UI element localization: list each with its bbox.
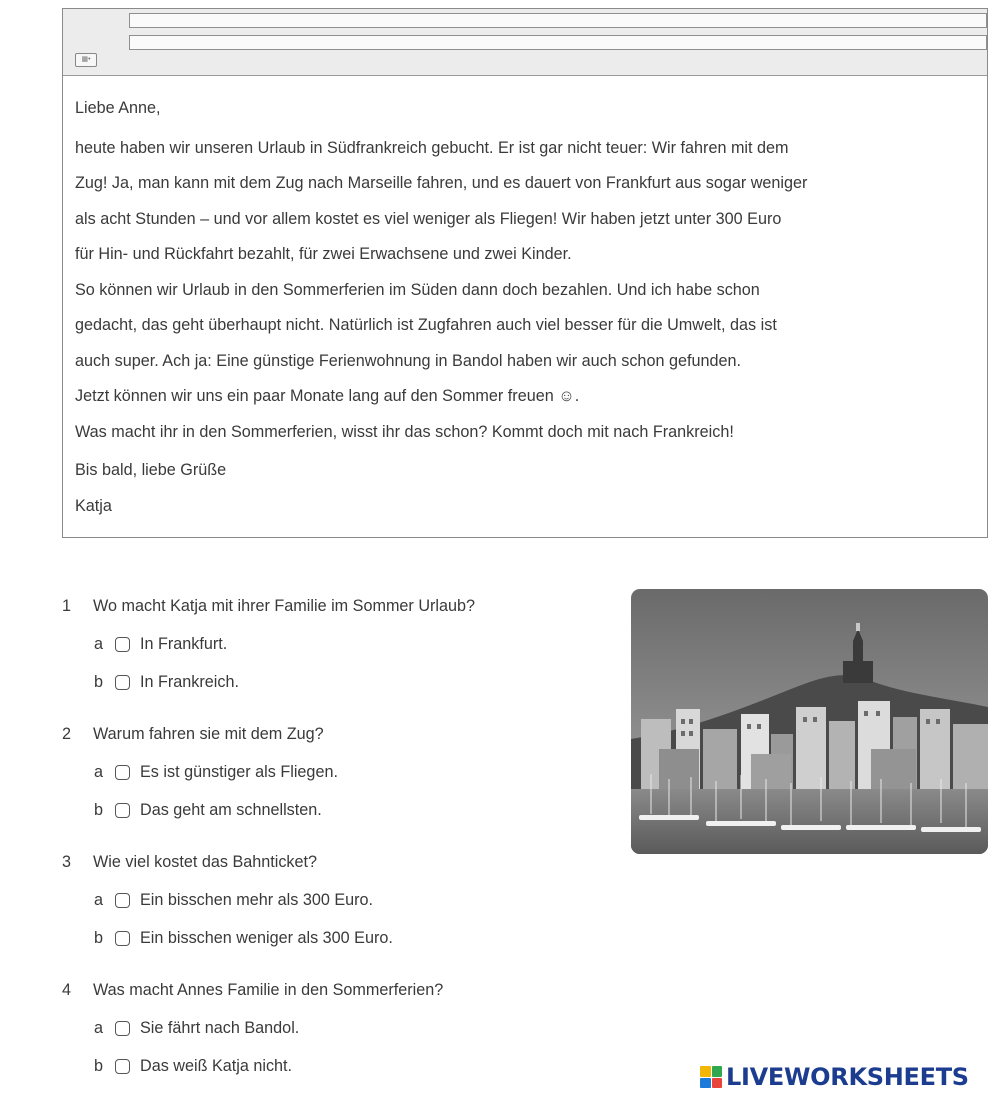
option-letter: b xyxy=(94,672,104,691)
option-4b xyxy=(62,1047,622,1085)
checkbox-2b[interactable] xyxy=(115,803,130,818)
option-letter: a xyxy=(94,762,104,781)
option-letter: b xyxy=(94,928,104,947)
liveworksheets-brand xyxy=(700,1062,969,1092)
question-number: 3 xyxy=(62,852,72,871)
question-text: Wo macht Katja mit ihrer Familie im Sommer Urlaub? xyxy=(93,596,476,615)
question-number: 2 xyxy=(62,724,72,743)
option-text: Das weiß Katja nicht. xyxy=(140,1056,293,1075)
option-letter: a xyxy=(94,1018,104,1037)
checkbox-1a[interactable] xyxy=(115,637,130,652)
marseille-photo xyxy=(631,589,988,854)
option-text: Das geht am schnellsten. xyxy=(140,800,322,819)
email-greeting: Liebe Anne, xyxy=(75,99,161,117)
question-row xyxy=(62,715,622,753)
brand-name: LIVEWORKSHEETS xyxy=(726,1063,969,1091)
option-3b xyxy=(62,919,622,957)
option-letter: b xyxy=(94,1056,104,1075)
option-text: Ein bisschen weniger als 300 Euro. xyxy=(140,928,393,947)
question-row xyxy=(62,971,622,1009)
subject-field xyxy=(129,35,987,50)
option-text: Ein bisschen mehr als 300 Euro. xyxy=(140,890,374,909)
city-illustration xyxy=(631,589,988,854)
checkbox-4b[interactable] xyxy=(115,1059,130,1074)
email-window xyxy=(62,8,988,538)
option-3a xyxy=(62,881,622,919)
question-text: Warum fahren sie mit dem Zug? xyxy=(93,724,324,743)
option-2a xyxy=(62,753,622,791)
option-4a xyxy=(62,1009,622,1047)
question-1 xyxy=(62,587,622,701)
option-text: Sie fährt nach Bandol. xyxy=(140,1018,300,1037)
attachment-icon: ▦• xyxy=(75,53,97,67)
recipient-field xyxy=(129,13,987,28)
email-line: Zug! Ja, man kann mit dem Zug nach Marseille fahren, und es dauert von Frankfurt aus sogar weniger xyxy=(75,174,808,192)
email-line: für Hin- und Rückfahrt bezahlt, für zwei Erwachsene und zwei Kinder. xyxy=(75,245,572,263)
option-text: In Frankfurt. xyxy=(140,634,228,653)
email-line: heute haben wir unseren Urlaub in Südfrankreich gebucht. Er ist gar nicht teuer: Wir fahren mit dem xyxy=(75,138,789,157)
option-letter: a xyxy=(94,890,104,909)
option-text: Es ist günstiger als Fliegen. xyxy=(140,762,338,781)
email-line: Jetzt können wir uns ein paar Monate lang auf den Sommer freuen ☺. xyxy=(75,387,580,405)
email-body xyxy=(75,91,980,524)
email-line: gedacht, das geht überhaupt nicht. Natürlich ist Zugfahren auch viel besser für die Umwelt, das ist xyxy=(75,316,777,334)
email-line: Was macht ihr in den Sommerferien, wisst ihr das schon? Kommt doch mit nach Frankreich! xyxy=(75,422,734,441)
email-line: So können wir Urlaub in den Sommerferien im Süden dann doch bezahlen. Und ich habe schon xyxy=(75,280,760,299)
checkbox-3b[interactable] xyxy=(115,931,130,946)
email-signature: Katja xyxy=(75,496,112,515)
email-line: auch super. Ach ja: Eine günstige Ferienwohnung in Bandol haben wir auch schon gefunden. xyxy=(75,351,741,370)
harbor-water xyxy=(631,789,988,854)
option-text: In Frankreich. xyxy=(140,672,239,691)
question-number: 4 xyxy=(62,980,72,999)
checkbox-4a[interactable] xyxy=(115,1021,130,1036)
option-1a xyxy=(62,625,622,663)
checkbox-1b[interactable] xyxy=(115,675,130,690)
buildings xyxy=(641,701,988,789)
question-row xyxy=(62,843,622,881)
option-2b xyxy=(62,791,622,829)
question-number: 1 xyxy=(62,596,72,615)
email-line: als acht Stunden – und vor allem kostet es viel weniger als Fliegen! Wir haben jetzt unter 300 Euro xyxy=(75,209,782,228)
option-1b xyxy=(62,663,622,701)
question-text: Wie viel kostet das Bahnticket? xyxy=(93,852,318,871)
email-closing: Bis bald, liebe Grüße xyxy=(75,461,227,479)
email-header xyxy=(63,9,987,76)
question-4 xyxy=(62,971,622,1085)
option-letter: b xyxy=(94,800,104,819)
question-row xyxy=(62,587,622,625)
brand-logo-icon xyxy=(700,1066,722,1088)
checkbox-3a[interactable] xyxy=(115,893,130,908)
question-text: Was macht Annes Familie in den Sommerferien? xyxy=(93,980,444,999)
checkbox-2a[interactable] xyxy=(115,765,130,780)
question-2 xyxy=(62,715,622,829)
option-letter: a xyxy=(94,634,104,653)
question-list xyxy=(62,587,622,1099)
question-3 xyxy=(62,843,622,957)
